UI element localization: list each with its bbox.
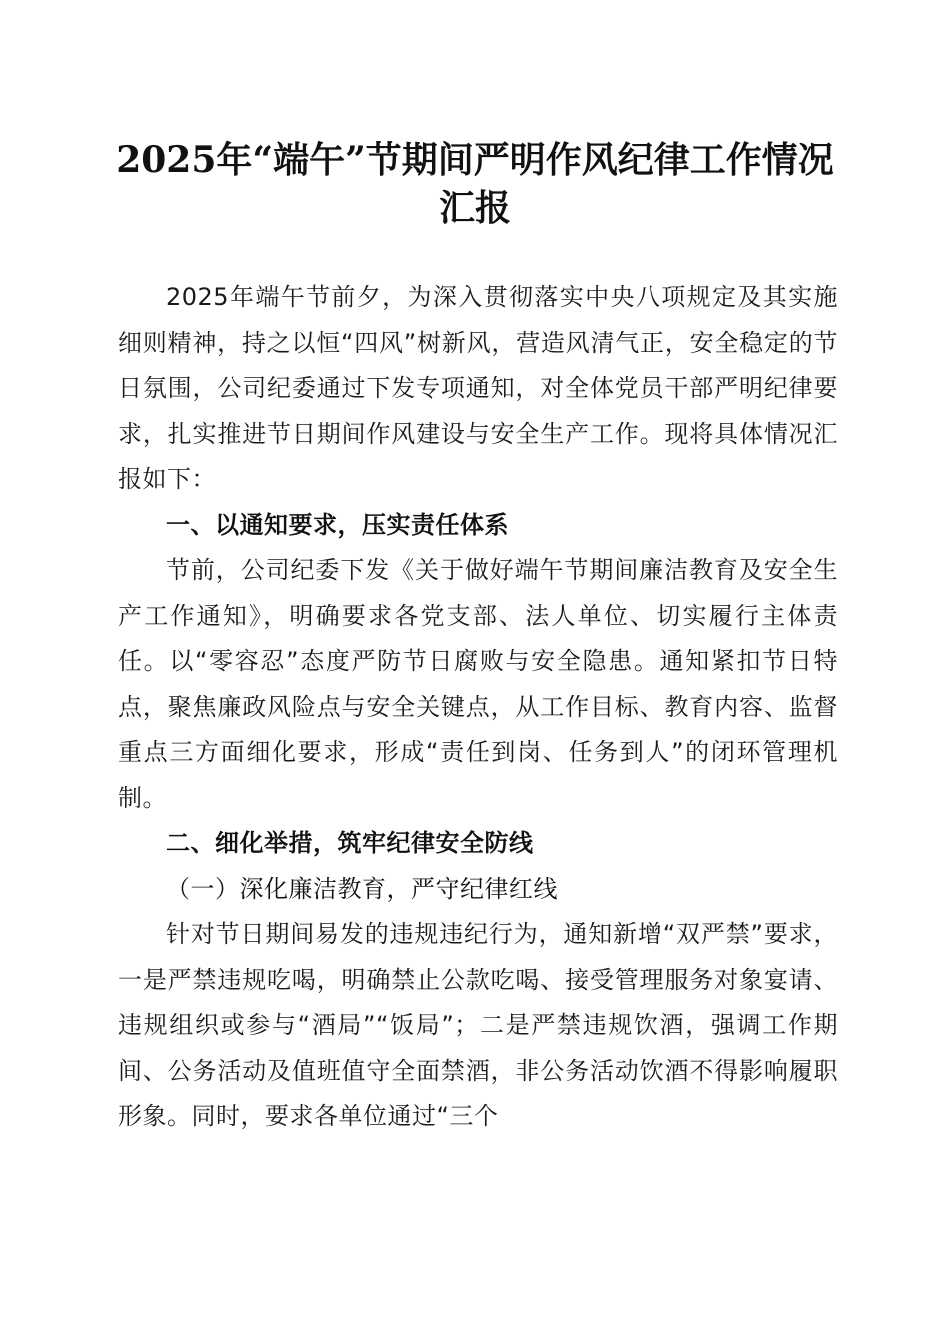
section-1-heading: 一、以通知要求，压实责任体系 [166,510,509,539]
section-1-paragraph: 节前，公司纪委下发《关于做好端午节期间廉洁教育及安全生产工作通知》，明确要求各党支部、法人单位、切实履行主体责任。以“零容忍”态度严防节日腐败与安全隐患。通知紧扣节日特点，聚焦廉政风险点与安全关键点，从工作目标、教育内容、监督重点三方面细化要求，形成“责任到岗、任务到人”的闭环管理机制。 [118,556,838,812]
section-2-sub-1-paragraph: 针对节日期间易发的违规违纪行为，通知新增“双严禁”要求，一是严禁违规吃喝，明确禁止公款吃喝、接受管理服务对象宴请、违规组织或参与“酒局”“饭局”；二是严禁违规饮酒，强调工作期间、公务活动及值班值守全面禁酒，非公务活动饮酒不得影响履职形象。同时，要求各单位通过“三个 [118,920,838,1130]
document-body [118,275,838,1140]
section-2-heading: 二、细化举措，筑牢纪律安全防线 [166,829,534,857]
section-2-subheading-1: （一）深化廉洁教育，严守纪律红线 [166,874,558,903]
document-title: 2025年“端午”节期间严明作风纪律工作情况汇报 [116,139,834,229]
intro-paragraph: 2025年端午节前夕，为深入贯彻落实中央八项规定及其实施细则精神，持之以恒“四风”树新风，营造风清气正，安全稳定的节日氛围，公司纪委通过下发专项通知，对全体党员干部严明纪律要求，扎实推进节日期间作风建设与安全生产工作。现将具体情况汇报如下： [118,283,838,493]
